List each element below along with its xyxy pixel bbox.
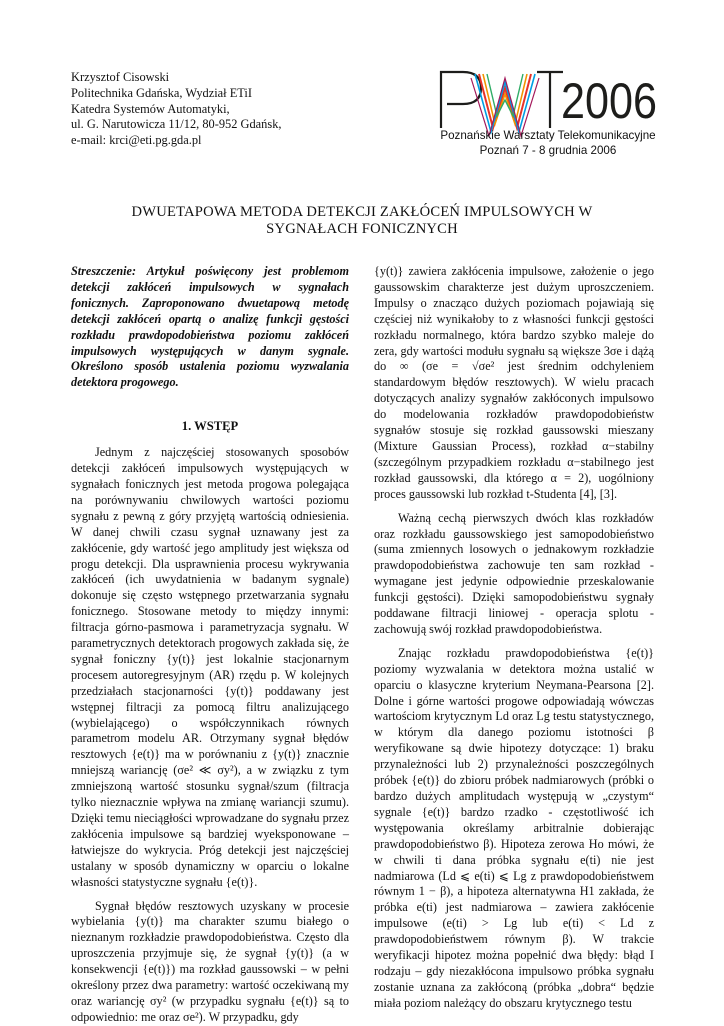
body-paragraph: Jednym z najczęściej stosowanych sposobów detekcji zakłóceń impulsowych występujących w sygnałach fonicznych jest metoda progowa polegająca na porównywaniu chwilowych wartości poziomu sygnału z pewną z góry przyjętą wartością odniesienia. W danej chwili czasu sygnał uznawany jest za zakłócenie, gdy wartość jego amplitudy jest większa od progu detekcji. Dla usprawnienia procesu wykrywania zakłóceń (ich uwydatnienia w badanym sygnale) dokonuje się często wstępnego przetwarzania sygnału fonicznego. Stosowane metody to między innymi: filtracja górno-pasmowa i parametryzacja sygnału. W parametrycznych detektorach progowych zakłada się, że sygnał foniczny {y(t)} jest lokalnie stacjonarnym procesem autoregresyjnym (AR) rzędu p. W kolejnych przedziałach stacjonarności {y(t)} poddawany jest wstępnej filtracji za pomocą filtru analizującego (wybielającego) o współczynnikach równych parametrom modelu AR. Otrzymany sygnał błędów resztowych {e(t)} ma w porównaniu z {y(t)} znacznie mniejszą wariancję (σe² ≪ σy²), a w związku z tym zmniejszoną wartość stosunku sygnał/szum (filtracja tylko nieznacznie wpływa na zmianę wariancji szumu). Dzięki temu nieciągłości wprowadzane do sygnału przez zakłócenia impulsowe są bardziej wyeksponowane – łatwiejsze do wykrycia. Próg detekcji jest najczęściej ustalany w sposób dynamiczny w oparciu o lokalne własności statystyczne sygnału {e(t)}.	[71, 445, 349, 889]
body-paragraph: Znając rozkładu prawdopodobieństwa {e(t)} poziomy wyzwalania w detektora można ustalić w oparciu o klasyczne kryterium Neymana-Pearsona [2]. Dolne i górne wartości progowe odpowiadają wówczas wartościom krytycznym Ld oraz Lg testu statystycznego, w którym dla danego poziomu istotności β weryfikowane są dwie hipotezy dotyczące: 1) braku przynależności lub 2) przynależności poszczególnych próbek {e(t)} do zbioru próbek nadmiarowych (próbki o bardzo dużych amplitudach występują w „czystym“ sygnale {e(t)} bardzo rzadko - częstotliwość ich występowania określamy arbitralnie dobierając prawdopodobieństwo β). Hipoteza zerowa Ho mówi, że w chwili ti dana próbka sygnału e(ti) nie jest nadmiarowa (Ld ⩽ e(ti) ⩽ Lg z prawdopodobieństwem równym 1 − β), a hipoteza alternatywna H1 zakłada, że próbka e(ti) jest nadmiarowa – zawiera zakłócenie impulsowe (e(ti) > Lg lub e(ti) < Ld z prawdopodobieństwem równym β). W trakcie weryfikacji hipotez można popełnić dwa błędy: błąd I rodzaju – gdy niezakłócona impulsowo próbka sygnału zostanie uznana za zakłóconą (próbka „dobra“ będzie miała poziom należący do obszaru krytycznego testu	[374, 645, 654, 1010]
title-line-2: SYGNAŁACH FONICZNYCH	[266, 221, 458, 237]
conference-caption	[430, 128, 666, 158]
left-column	[71, 264, 349, 1026]
abstract-label: Streszczenie:	[71, 264, 136, 278]
conference-logo	[437, 66, 659, 136]
right-column	[374, 264, 654, 1012]
author-email: e-mail: krci@eti.pg.gda.pl	[71, 133, 202, 148]
author-name: Krzysztof Cisowski	[71, 70, 170, 84]
author-block	[71, 70, 401, 149]
section-heading: 1. WSTĘP	[181, 419, 239, 434]
author-department: Katedra Systemów Automatyki,	[71, 101, 230, 116]
paper-title	[40, 204, 684, 238]
body-paragraph: Sygnał błędów resztowych uzyskany w procesie wybielania {y(t)} ma charakter szumu białego o nieznanym rozkładzie prawdopodobieństwa. Często dla uproszczenia przyjmuje się, że sygnał {y(t)} (a w konsekwencji {e(t)}) ma rozkład gaussowski – w pełni określony przez dwa parametry: wartość oczekiwaną my oraz wariancję σy² (w przypadku sygnału {e(t)} są to odpowiednio: me oraz σe²). W przypadku, gdy	[71, 898, 349, 1024]
body-paragraph: {y(t)} zawiera zakłócenia impulsowe, założenie o jego gaussowskim charakterze jest dużym uproszczeniem. Impulsy o znacząco dużych poziomach pojawiają się częściej niż wynikałoby to z własności funkcji gęstości rozkładu normalnego, która bardzo szybko maleje do zera, gdy wartości modułu sygnału są większe 3σe i dążą do ∞ (σe = √σe² jest średnim odchyleniem standardowym błędów resztowych). W wielu pracach dotyczących analizy sygnałów zakłóconych impulsowo do modelowania rozkładów prawdopodobieństw sygnałów stosuje się rozkład gaussowski mieszany (Mixture Gaussian Process), rozkład α−stabilny (szczególnym przypadkiem rozkładu α−stabilnego jest rozkład gaussowski, dla którego α = 2), uogólniony proces gaussowski lub rozkład t-Studenta [4], [3].	[374, 264, 654, 501]
svg-text:2006: 2006	[561, 73, 657, 129]
abstract	[71, 264, 349, 391]
abstract-text: Artykuł poświęcony jest problemom detekcji zakłóceń impulsowych w sygnałach fonicznych. Zaproponowano dwuetapową metodę detekcji zakłóceń opartą o analizę funkcji gęstości rozkładu prawdopodobieństwa poziomu zakłóceń impulsowych występujących w danym sygnale. Określono sposób ustalenia poziomu wyzwalania detektora progowego.	[71, 264, 349, 390]
body-paragraph: Ważną cechą pierwszych dwóch klas rozkładów oraz rozkładu gaussowskiego jest samopodobieństwo (suma zmiennych losowych o jednakowym rozkładzie prawdopodobieństwa zachowuje ten sam rozkład - wymagane jest jedynie odpowiednie przeskalowanie funkcji gęstości). Dzięki samopodobieństwu sygnały poddawane filtracji liniowej - operacja splotu - zachowują swój rozkład prawdopodobieństwa.	[374, 510, 654, 636]
conference-name: Poznańskie Warsztaty Telekomunikacyjne	[440, 129, 656, 142]
author-affiliation: Politechnika Gdańska, Wydział ETiI	[71, 85, 252, 100]
conference-date: Poznań 7 - 8 grudnia 2006	[479, 144, 617, 157]
title-line-1: DWUETAPOWA METODA DETEKCJI ZAKŁÓCEŃ IMPULSOWYCH W	[131, 204, 593, 220]
author-address: ul. G. Narutowicza 11/12, 80-952 Gdańsk,	[71, 117, 282, 132]
